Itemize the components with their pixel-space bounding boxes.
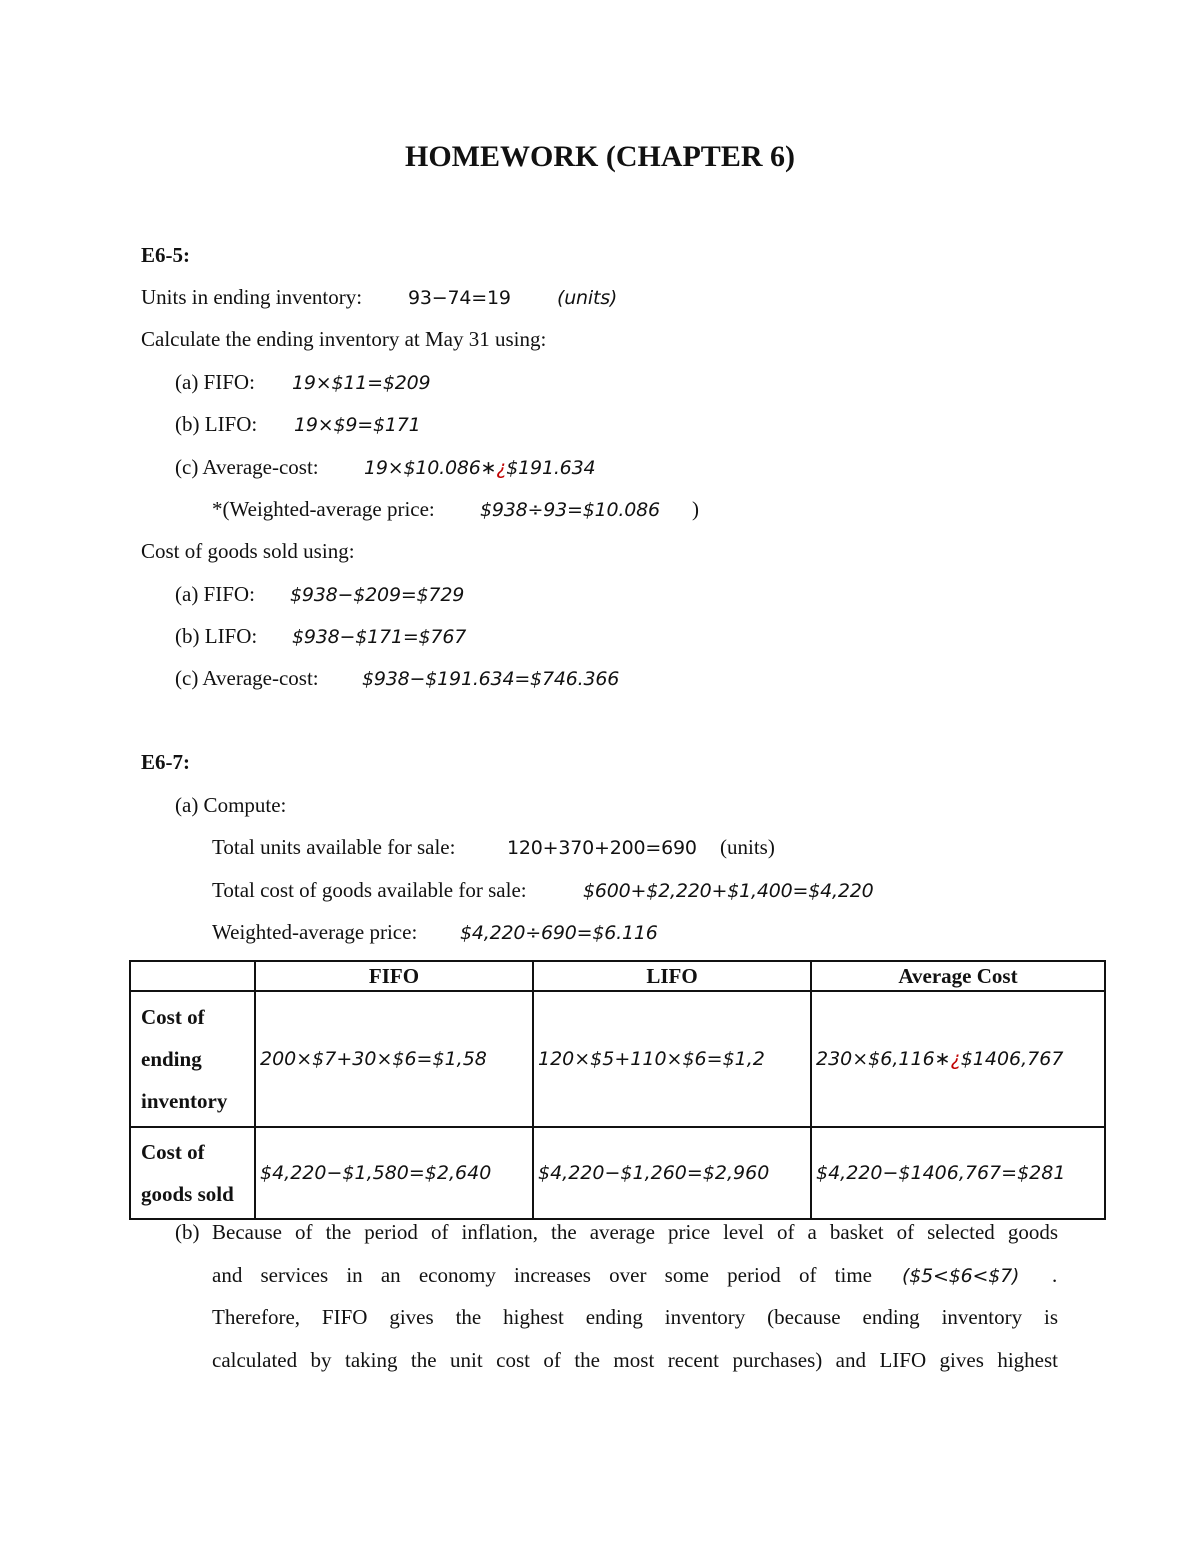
e67-b-line1: Because of the period of inflation, the average price level of a basket of selected goods xyxy=(212,1220,1058,1244)
e65-c-formula-mark: ¿ xyxy=(496,457,507,479)
e65-units-unit: (units) xyxy=(557,287,618,309)
e65-weighted-formula: $938÷93=$10.086 xyxy=(480,499,660,521)
e65-calc-ending: Calculate the ending inventory at May 31 using: xyxy=(141,327,547,351)
e67-cost-label: Total cost of goods available for sale: xyxy=(212,878,527,902)
e65-c-label: (c) Average-cost: xyxy=(175,455,319,479)
e65-a-label: (a) FIFO: xyxy=(175,370,255,394)
e65-c-formula-pre: 19×$10.086∗ xyxy=(364,457,497,479)
e65-weighted-label: *(Weighted-average price: xyxy=(212,497,435,521)
table-row xyxy=(130,991,1105,1127)
table-header-empty xyxy=(130,961,255,991)
e65-cogs-a-formula: $938−$209=$729 xyxy=(290,584,465,606)
cell-lifo-ending-inventory: 120×$5+110×$6=$1,2 xyxy=(533,991,811,1127)
e65-heading: E6-5: xyxy=(141,243,190,267)
e67-price-label: Weighted-average price: xyxy=(212,920,418,944)
page-title: HOMEWORK (CHAPTER 6) xyxy=(405,140,795,173)
e65-weighted-close: ) xyxy=(692,497,699,521)
e65-c-formula xyxy=(364,457,595,479)
cell-avg-ending-inventory xyxy=(811,991,1105,1127)
table-row xyxy=(130,1127,1105,1219)
cell-lifo-cogs: $4,220−$1,260=$2,960 xyxy=(533,1127,811,1219)
cell-avg-cogs: $4,220−$1406,767=$281 xyxy=(811,1127,1105,1219)
e65-b-formula: 19×$9=$171 xyxy=(294,414,421,436)
e67-a-label: (a) Compute: xyxy=(175,793,287,817)
e65-units-formula: 93−74=19 xyxy=(408,287,511,309)
e65-units-label: Units in ending inventory: xyxy=(141,285,363,309)
e67-b-line2-formula: ($5<$6<$7) xyxy=(902,1265,1020,1287)
e67-units-formula: 120+370+200=690 xyxy=(507,837,697,859)
e65-cogs-c-formula: $938−$191.634=$746.366 xyxy=(362,668,620,690)
e67-b-label: (b) xyxy=(175,1220,200,1244)
e67-units-unit: (units) xyxy=(720,835,775,859)
e65-cogs-b-formula: $938−$171=$767 xyxy=(292,626,467,648)
inventory-comparison-table xyxy=(129,960,1106,1220)
row-label-ending-inventory: Cost of ending inventory xyxy=(130,991,255,1127)
row-label-cogs: Cost of goods sold xyxy=(130,1127,255,1219)
e67-b-line2-text: and services in an economy increases over some period of time xyxy=(212,1263,872,1287)
e65-cogs-b-label: (b) LIFO: xyxy=(175,624,258,648)
e65-c-formula-post: $191.634 xyxy=(506,457,596,479)
table-header-lifo: LIFO xyxy=(533,961,811,991)
cell-avg-ending-post: $1406,767 xyxy=(960,1048,1064,1071)
e65-cogs-c-label: (c) Average-cost: xyxy=(175,666,319,690)
e67-heading: E6-7: xyxy=(141,750,190,774)
cell-fifo-ending-inventory: 200×$7+30×$6=$1,58 xyxy=(255,991,533,1127)
e65-cogs-a-label: (a) FIFO: xyxy=(175,582,255,606)
cell-fifo-cogs: $4,220−$1,580=$2,640 xyxy=(255,1127,533,1219)
e67-price-formula: $4,220÷690=$6.116 xyxy=(460,922,658,944)
cell-avg-ending-mark: ¿ xyxy=(950,1048,961,1071)
table-header-fifo: FIFO xyxy=(255,961,533,991)
e67-cost-formula: $600+$2,220+$1,400=$4,220 xyxy=(583,880,874,902)
table-header-average-cost: Average Cost xyxy=(811,961,1105,991)
cell-avg-ending-pre: 230×$6,116∗ xyxy=(816,1048,951,1071)
e65-a-formula: 19×$11=$209 xyxy=(292,372,431,394)
table-header-row xyxy=(130,961,1105,991)
e67-units-label: Total units available for sale: xyxy=(212,835,456,859)
e65-b-label: (b) LIFO: xyxy=(175,412,258,436)
e67-b-line4: calculated by taking the unit cost of the most recent purchases) and LIFO gives highest xyxy=(212,1348,1058,1372)
e65-cogs-label: Cost of goods sold using: xyxy=(141,539,355,563)
e67-b-line3: Therefore, FIFO gives the highest ending inventory (because ending inventory is xyxy=(212,1305,1058,1329)
e67-b-line2-end: . xyxy=(1052,1263,1058,1287)
